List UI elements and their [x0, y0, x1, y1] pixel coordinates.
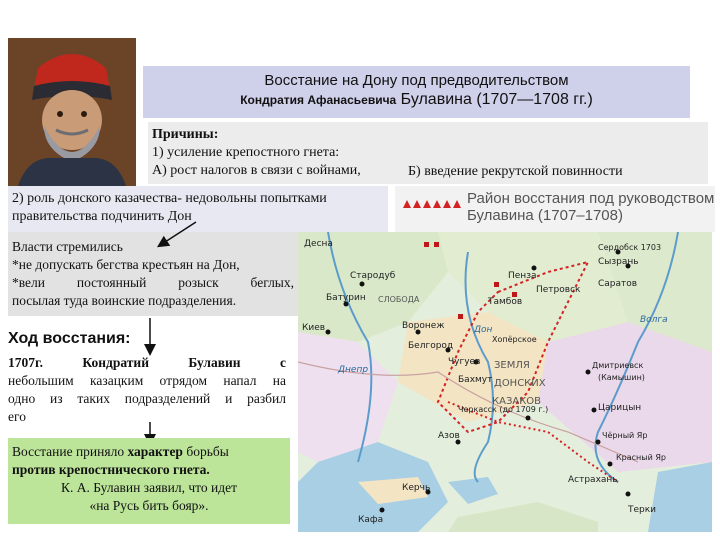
map-label-starodub: Стародуб [350, 271, 396, 281]
map-label-kazakov: КАЗАКОВ [492, 396, 542, 407]
map-label-sloboda: СЛОБОДА [378, 295, 420, 304]
cause-1a: А) рост налогов в связи с войнами, [152, 163, 361, 178]
course-line-1: 1707г. Кондратий Булавин с [8, 355, 286, 370]
map-label-saratov: Саратов [598, 279, 638, 289]
map-label-don: Дон [474, 325, 493, 335]
conclusion-line-3: К. А. Булавин заявил, что идет [61, 480, 237, 495]
map-label-zemlya: ЗЕМЛЯ [494, 360, 530, 371]
legend-line-2: Булавина (1707–1708) [467, 207, 623, 224]
conclusion-pre: Восстание приняло [12, 444, 125, 459]
map-label-penza: Пенза [508, 271, 537, 281]
map-label-kerch: Керчь [402, 483, 431, 493]
map-label-tsaritsyn: Царицын [598, 403, 642, 413]
map-label-syzran: Сызрань [598, 257, 639, 267]
authorities-line-1: Власти стремились [12, 239, 123, 254]
conclusion-line-4: «на Русь бить бояр». [89, 498, 209, 513]
map-label-chyorny-yar: Чёрный Яр [602, 431, 648, 440]
map-label-kamyshin: (Камышин) [598, 373, 645, 382]
course-heading: Ход восстания: [8, 330, 131, 347]
course-line-3: одно из таких подразделений и разбил [8, 391, 286, 406]
cause-2-line-2: правительства подчинить Дон [12, 209, 192, 224]
authorities-line-2: *не допускать бегства крестьян на Дон, [12, 257, 240, 272]
map-label-batyrin: Батурин [326, 293, 366, 303]
map-label-astrakhan: Астрахань [568, 475, 618, 485]
title-line-1: Восстание на Дону под предводительством [264, 72, 569, 89]
causes-heading: Причины: [152, 127, 219, 142]
map-label-dnepr: Днепр [338, 365, 369, 375]
authorities-line-3: *вели постоянный розыск беглых, [12, 275, 294, 290]
map-label-krasny-yar: Красный Яр [616, 453, 666, 462]
map-label-petrovsk: Петровск [536, 285, 581, 295]
map-label-bakhmut: Бахмут [458, 375, 493, 385]
map-label-khopyorskoe: Хопёрское [492, 335, 537, 344]
title-name: Кондратия Афанасьевича [240, 93, 397, 107]
legend-line-1: Район восстания под руководством [467, 190, 715, 207]
authorities-line-4: посылая туда воинские подразделения. [12, 293, 237, 308]
map-label-volga: Волга [640, 315, 668, 325]
map-label-belgorod: Белгород [408, 341, 454, 351]
historical-map [298, 232, 712, 532]
arrow-cause-to-authorities [162, 222, 196, 244]
cause-1: 1) усиление крепостного гнета: [152, 145, 340, 160]
cause-2-line-1: 2) роль донского казачества- недовольны попытками [12, 191, 327, 206]
map-label-donskikh: ДОНСКИХ [494, 378, 546, 389]
map-label-tambov: Тамбов [488, 297, 523, 307]
cause-1b: Б) введение рекрутской повинности [408, 164, 623, 179]
map-label-dmitrievsk: Дмитриевск [592, 361, 644, 370]
conclusion-box [8, 438, 290, 524]
course-line-2: небольшим казацким отрядом напал на [8, 373, 286, 388]
map-label-terki: Терки [628, 505, 657, 515]
course-text [8, 354, 286, 426]
map-label-chuguev: Чугуев [448, 357, 481, 367]
title-surname: Булавина (1707—1708 гг.) [400, 91, 593, 108]
map-label-serdobsk: Сердобск 1703 [598, 243, 662, 252]
map-label-cherkassk: Черкасск (до 1709 г.) [458, 405, 549, 414]
conclusion-line-2: против крепостнического гнета. [12, 462, 210, 477]
map-label-voronezh: Воронеж [402, 321, 445, 331]
map-svg [298, 232, 712, 532]
conclusion-line-1 [12, 443, 286, 461]
map-label-kafa: Кафа [358, 515, 384, 525]
course-line-4: его [8, 409, 26, 424]
map-label-azov: Азов [438, 431, 460, 441]
conclusion-bold: характер [127, 444, 183, 459]
map-label-kiev: Киев [302, 323, 326, 333]
map-label-desna: Десна [304, 239, 333, 249]
conclusion-post: борьбы [186, 444, 229, 459]
